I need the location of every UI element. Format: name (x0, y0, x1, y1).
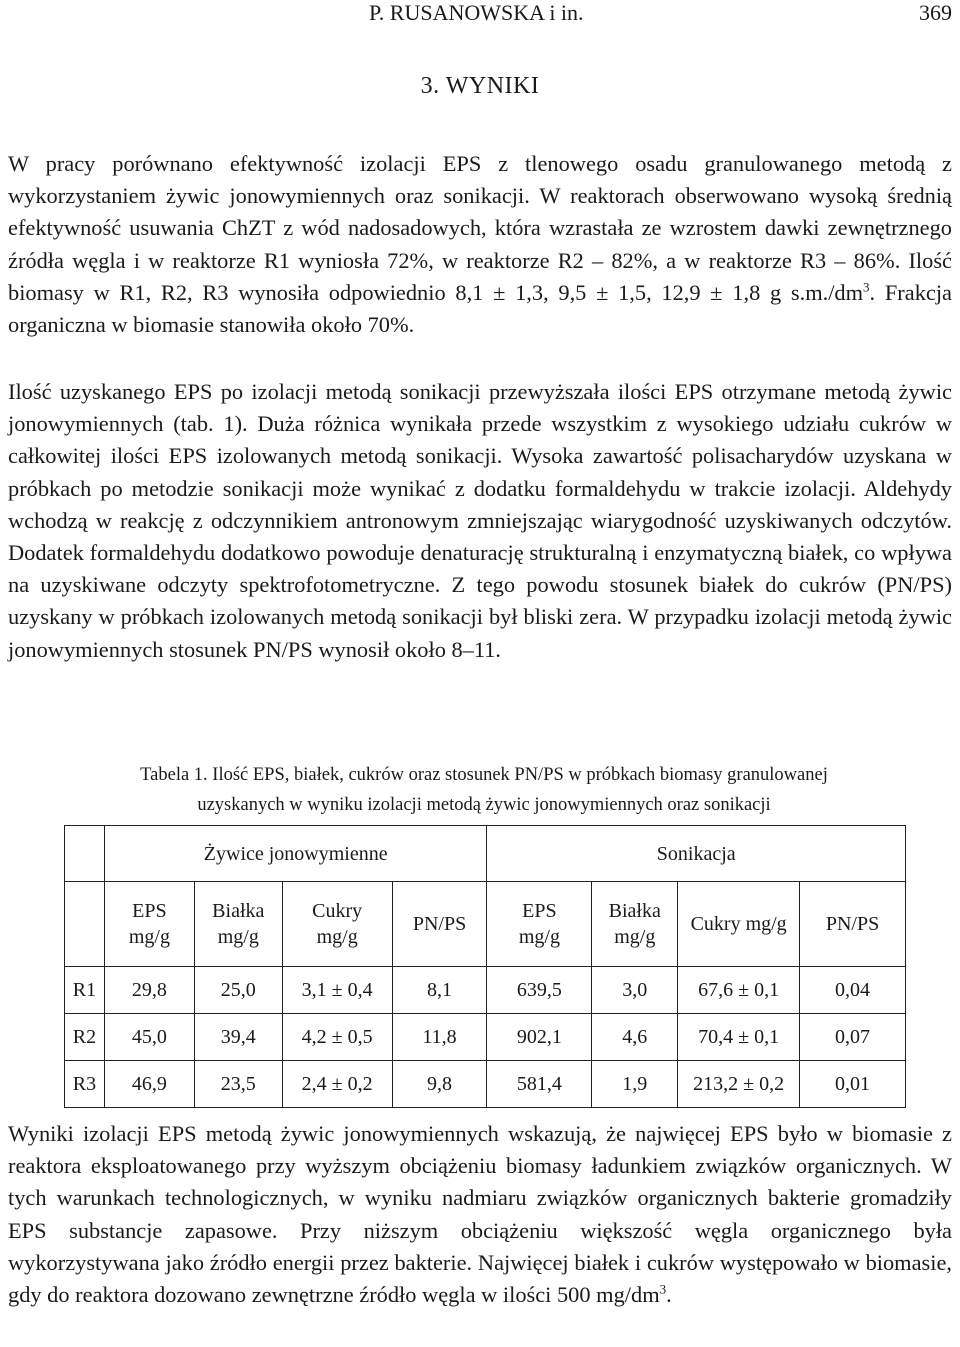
column-header-label: PN/PS (412, 913, 467, 935)
table-cell: 8,1 (392, 967, 487, 1014)
running-head: P. RUSANOWSKA i in. (369, 0, 584, 25)
table-cell: 3,1 ± 0,4 (282, 967, 392, 1014)
superscript: 3 (863, 279, 870, 295)
paragraph-text: W pracy porównano efektywność izolacji EPS z tlenowego osadu granulowanego metodą z wykorzystaniem żywic jonowymiennych oraz sonikacji. W reaktorach obserwowano wysoką średnią efektywność usuwania ChZT z wód nadosadowych, która wzrastała ze wzrostem dawki zewnętrznego źródła węgla i w reaktorze R1 wyniosła 72%, w reaktorze R2 – 82%, a w reaktorze R3 – 86%. Ilość biomasy w R1, R2, R3 wynosiła odpowiednio 8,1 ± 1,3, 9,5 ± 1,5, 12,9 ± 1,8 g s.m./dm (8, 151, 952, 305)
column-header-unit: mg/g (217, 926, 259, 948)
table-row (65, 967, 906, 1014)
column-header-label: EPS (132, 900, 167, 922)
column-header (678, 882, 800, 967)
table-cell: 23,5 (194, 1061, 282, 1108)
column-header (194, 882, 282, 967)
column-header (487, 882, 592, 967)
superscript: 3 (659, 1281, 667, 1297)
column-header (592, 882, 678, 967)
table-cell: 29,8 (104, 967, 194, 1014)
column-header (392, 882, 487, 967)
column-header (282, 882, 392, 967)
table-cell: 1,9 (592, 1061, 678, 1108)
paragraph-results-intro (8, 148, 952, 341)
column-header-label: Białka (608, 900, 661, 922)
row-label: R3 (65, 1061, 105, 1108)
paragraph-text: . (666, 1282, 672, 1308)
results-table (64, 825, 906, 1108)
paragraph-text: . Frakcja organiczna w biomasie stanowiła około 70%. (8, 279, 952, 338)
table-corner-cell (65, 882, 105, 967)
column-header-unit: mg/g (316, 926, 358, 948)
table-cell: 4,2 ± 0,5 (282, 1014, 392, 1061)
section-title: 3. WYNIKI (420, 73, 540, 99)
row-label: R1 (65, 967, 105, 1014)
table-cell: 902,1 (487, 1014, 592, 1061)
row-label: R2 (65, 1014, 105, 1061)
table-row (65, 1014, 906, 1061)
table-cell: 2,4 ± 0,2 (282, 1061, 392, 1108)
column-header-unit: mg/g (614, 926, 656, 948)
table-cell: 9,8 (392, 1061, 487, 1108)
column-header (800, 882, 906, 967)
table-cell: 70,4 ± 0,1 (678, 1014, 800, 1061)
table-caption-line-2: uzyskanych w wyniku izolacji metodą żywic jonowymiennych oraz sonikacji (197, 795, 771, 815)
column-header-label: Cukry mg/g (690, 913, 787, 935)
column-header-label: Białka (212, 900, 265, 922)
group-header-ion-exchange: Żywice jonowymienne (104, 826, 487, 882)
table-caption (64, 760, 904, 820)
column-header (104, 882, 194, 967)
group-header-sonication: Sonikacja (487, 826, 906, 882)
paragraph-eps-comparison: Ilość uzyskanego EPS po izolacji metodą sonikacji przewyższała ilości EPS otrzymane metodą żywic jonowymiennych (tab. 1). Duża różnica wynikała przede wszystkim z wysokiego udziału cukrów w całkowitej ilości EPS izolowanych metodą sonikacji. Wysoka zawartość polisacharydów uzyskana w próbkach po metodzie sonikacji może wynikać z dodatku formaldehydu w trakcie izolacji. Aldehydy wchodzą w reakcję z odczynnikiem antronowym zmniejszając wiarygodność uzyskiwanych odczytów. Dodatek formaldehydu dodatkowo powoduje denaturację strukturalną i enzymatyczną białek, co wpływa na uzyskiwane odczyty spektrofotometryczne. Z tego powodu stosunek białek do cukrów (PN/PS) uzyskany w próbkach izolowanych metodą sonikacji był bliski zera. W przypadku izolacji metodą żywic jonowymiennych stosunek PN/PS wynosił około 8–11. (8, 379, 952, 662)
table-cell: 25,0 (194, 967, 282, 1014)
column-header-unit: mg/g (128, 926, 170, 948)
table-cell: 0,01 (800, 1061, 906, 1108)
page-number: 369 (919, 0, 952, 25)
column-header-label: Cukry (312, 900, 363, 922)
table-cell: 11,8 (392, 1014, 487, 1061)
page-header (0, 0, 960, 30)
paragraph-text: Wyniki izolacji EPS metodą żywic jonowymiennych wskazują, że najwięcej EPS było w biomasie z reaktora eksploatowanego przy wyższym obciążeniu biomasy ładunkiem związków organicznych. W tych warunkach technologicznych, w wyniku nadmiaru związków organicznych bakterie gromadziły EPS substancje zapasowe. Przy niższym obciążeniu większość węgla organicznego była wykorzystywana jako źródło energii przez bakterie. Najwięcej białek i cukrów występowało w biomasie, gdy do reaktora dozowano zewnętrzne źródło węgla w ilości 500 mg/dm (8, 1121, 952, 1308)
column-header-label: PN/PS (825, 913, 880, 935)
table-cell: 0,07 (800, 1014, 906, 1061)
table-column-header-row (65, 882, 906, 967)
table-cell: 4,6 (592, 1014, 678, 1061)
column-header-label: EPS (522, 900, 557, 922)
paragraph-ion-exchange-results (8, 1118, 952, 1311)
table-cell: 3,0 (592, 967, 678, 1014)
table-cell: 213,2 ± 0,2 (678, 1061, 800, 1108)
table-cell: 39,4 (194, 1014, 282, 1061)
table-caption-line-1: Tabela 1. Ilość EPS, białek, cukrów oraz stosunek PN/PS w próbkach biomasy granulowanej (140, 765, 828, 785)
table-cell: 581,4 (487, 1061, 592, 1108)
table-row (65, 1061, 906, 1108)
table-corner-cell (65, 826, 105, 882)
table-cell: 45,0 (104, 1014, 194, 1061)
table-cell: 639,5 (487, 967, 592, 1014)
column-header-unit: mg/g (518, 926, 560, 948)
table-cell: 67,6 ± 0,1 (678, 967, 800, 1014)
table-cell: 0,04 (800, 967, 906, 1014)
table-group-header-row (65, 826, 906, 882)
table-cell: 46,9 (104, 1061, 194, 1108)
